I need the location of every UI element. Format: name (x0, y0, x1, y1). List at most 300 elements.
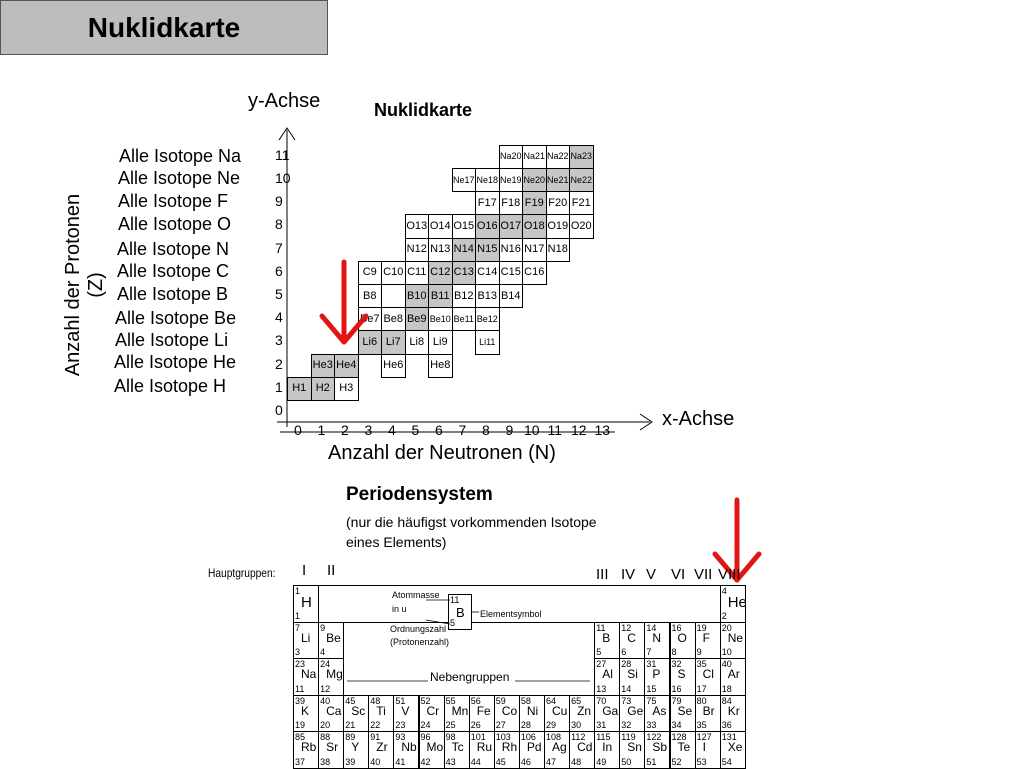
element-mass: 101 (470, 732, 486, 742)
element-mass: 28 (621, 659, 632, 669)
element-z: 39 (345, 756, 356, 767)
nuclide-cell: C16 (522, 261, 547, 285)
nuclide-cell: N17 (522, 238, 547, 262)
element-cell (720, 658, 746, 696)
element-symbol: Mn (451, 703, 469, 718)
element-symbol: K (301, 703, 310, 718)
element-symbol: N (652, 630, 662, 645)
nuclide-cell: H3 (334, 377, 359, 401)
element-symbol: Br (702, 703, 715, 718)
group-label: VI (671, 566, 686, 583)
x-axis-title: Anzahl der Neutronen (N) (328, 442, 556, 464)
element-z: 21 (345, 720, 356, 730)
nuclide-cell: Be8 (381, 307, 406, 331)
x-tick-label: 5 (411, 422, 420, 438)
element-z: 40 (370, 756, 381, 767)
nuclide-cell: He4 (334, 354, 359, 378)
element-cell (670, 695, 696, 733)
y-tick-label: 0 (275, 402, 283, 418)
periodic-note-line2: eines Elements) (346, 534, 447, 550)
element-symbol: Cr (426, 703, 440, 718)
element-cell (594, 731, 620, 769)
nuclide-cell: O16 (475, 214, 500, 238)
x-tick-label: 4 (388, 422, 396, 438)
element-cell (619, 731, 645, 769)
group-label: III (596, 566, 609, 583)
nuclide-cell: Be12 (475, 307, 500, 331)
element-mass: 128 (671, 732, 687, 742)
element-mass: 35 (696, 659, 707, 669)
element-cell (318, 622, 344, 660)
nuclide-cell: O18 (522, 214, 547, 238)
element-z: 50 (621, 756, 632, 767)
nuclide-cell: C11 (405, 261, 430, 285)
nuclide-cell: Ne19 (499, 168, 524, 192)
element-z: 16 (671, 683, 682, 694)
element-z: 52 (671, 756, 682, 767)
element-mass: 108 (546, 732, 562, 742)
element-symbol: C (627, 630, 636, 645)
element-cell (393, 731, 419, 769)
element-mass: 98 (445, 732, 456, 742)
isotope-label: Alle Isotope B (117, 284, 229, 304)
element-mass: 4 (721, 586, 727, 596)
element-symbol: Rh (501, 740, 518, 754)
element-mass: 88 (320, 732, 331, 742)
element-symbol: Se (677, 703, 693, 718)
y-tick-label: 8 (275, 216, 283, 233)
x-tick-label: 3 (364, 422, 373, 438)
element-symbol: As (652, 703, 667, 718)
element-cell (293, 695, 319, 733)
element-z: 51 (646, 756, 657, 767)
y-tick-label: 11 (275, 146, 290, 163)
nuclide-cell: B12 (452, 284, 477, 308)
element-symbol: Rb (301, 740, 317, 754)
isotope-label: Alle Isotope He (114, 352, 237, 372)
element-cell (594, 658, 620, 696)
element-z: 10 (721, 647, 732, 657)
element-cell (368, 731, 394, 769)
element-symbol: Li (301, 630, 311, 645)
element-symbol: Ru (476, 740, 493, 754)
element-cell (368, 695, 394, 733)
element-z: 37 (295, 756, 306, 767)
element-z: 45 (495, 756, 506, 767)
element-z: 24 (420, 720, 431, 730)
legend-cell-symbol: B (456, 605, 465, 620)
element-z: 25 (445, 720, 456, 730)
nuclide-cell: O15 (452, 214, 477, 238)
element-mass: 1 (295, 586, 301, 596)
x-tick-label: 2 (341, 422, 349, 438)
group-label: IV (621, 566, 636, 583)
nuclide-cell: F19 (522, 191, 547, 215)
nuclide-cell: Ne20 (522, 168, 547, 192)
element-mass: 89 (345, 732, 356, 742)
element-cell (318, 731, 344, 769)
element-mass: 27 (596, 659, 607, 669)
nuclide-cell: N16 (499, 238, 524, 262)
x-tick-label: 10 (524, 422, 540, 438)
element-z: 20 (320, 720, 331, 730)
y-axis-label: y-Achse (248, 90, 321, 112)
nuclide-cell: O17 (499, 214, 524, 238)
element-cell (695, 622, 721, 660)
element-z: 13 (596, 683, 607, 694)
element-mass: 40 (320, 695, 331, 706)
group-label: V (646, 566, 657, 583)
element-z: 36 (721, 720, 732, 730)
element-symbol: Ne (727, 630, 744, 645)
element-z: 47 (546, 756, 557, 767)
element-symbol: Tc (451, 740, 464, 754)
element-symbol: P (652, 667, 661, 681)
nuclide-cell: F17 (475, 191, 500, 215)
element-z: 14 (621, 683, 632, 694)
nuclide-cell: Na23 (569, 145, 594, 169)
periodic-note-line1: (nur die häufigst vorkommenden Isotope (346, 514, 597, 530)
nebengruppen-label: Nebengruppen (430, 670, 510, 684)
element-cell (644, 731, 670, 769)
element-symbol: Zn (577, 703, 592, 718)
element-cell (419, 695, 445, 733)
element-cell (469, 695, 495, 733)
element-cell (619, 622, 645, 660)
element-symbol: Kr (727, 703, 740, 718)
legend-z-sub: (Protonenzahl) (390, 637, 450, 647)
element-symbol: O (677, 630, 687, 645)
nuclide-cell: Li8 (405, 330, 430, 354)
element-z: 1 (295, 610, 301, 621)
element-cell (594, 622, 620, 660)
element-symbol: Ti (376, 703, 386, 718)
nebengruppen-bracket (345, 676, 595, 686)
element-cell (644, 622, 670, 660)
element-z: 26 (470, 720, 481, 730)
legend-mass-unit: in u (392, 604, 407, 614)
element-z: 15 (646, 683, 657, 694)
element-mass: 96 (420, 732, 431, 742)
element-symbol: Sc (351, 703, 366, 718)
nuclide-cell: Li11 (475, 330, 500, 354)
element-symbol: Nb (401, 740, 417, 754)
isotope-label: Alle Isotope O (118, 214, 232, 234)
element-z: 23 (395, 720, 406, 730)
hauptgruppen-label: Hauptgruppen: (208, 566, 276, 580)
y-tick-label: 5 (275, 286, 283, 302)
nuclide-cell: F21 (569, 191, 594, 215)
x-axis-label: x-Achse (662, 408, 735, 430)
group-label: VII (694, 566, 713, 583)
element-symbol: Ar (727, 667, 740, 681)
nuclide-cell: N12 (405, 238, 430, 262)
element-mass: 64 (546, 695, 557, 706)
nuclide-cell: C10 (381, 261, 406, 285)
element-z: 11 (295, 683, 305, 694)
element-symbol: B (602, 630, 611, 645)
element-symbol: In (602, 740, 613, 754)
element-mass: 16 (671, 622, 682, 633)
nuclide-cell: H2 (311, 377, 336, 401)
nuclide-cell: He8 (428, 354, 453, 378)
element-z: 3 (295, 647, 301, 657)
element-z: 5 (596, 647, 602, 657)
legend-z-label: Ordnungszahl (390, 624, 447, 634)
element-cell (444, 731, 470, 769)
element-symbol: Xe (727, 740, 743, 754)
nuclide-cell: He3 (311, 354, 336, 378)
isotope-label: Alle Isotope N (117, 239, 230, 259)
x-tick-label: 9 (505, 422, 514, 438)
element-z: 54 (721, 756, 732, 767)
element-cell (569, 731, 595, 769)
element-z: 28 (520, 720, 531, 730)
element-mass: 59 (495, 695, 506, 706)
element-z: 35 (696, 720, 707, 730)
element-cell (695, 695, 721, 733)
y-tick-label: 3 (275, 332, 283, 349)
nuclide-cell: Ne17 (452, 168, 477, 192)
element-symbol: Cl (702, 667, 714, 681)
x-tick-label: 6 (435, 422, 443, 438)
element-z: 32 (621, 720, 632, 730)
nuclide-cell: C13 (452, 261, 477, 285)
element-cell (293, 658, 319, 696)
nuclide-cell: Na22 (546, 145, 571, 169)
element-symbol: Zr (376, 740, 388, 754)
element-symbol: Ca (326, 703, 342, 718)
isotope-label: Alle Isotope Ne (118, 168, 241, 188)
element-mass: 119 (621, 732, 636, 742)
element-z: 38 (320, 756, 331, 767)
element-z: 4 (320, 647, 326, 657)
element-mass: 115 (596, 732, 611, 742)
x-tick-label: 0 (294, 422, 302, 438)
element-mass: 73 (621, 695, 632, 706)
element-mass: 127 (696, 732, 712, 742)
element-symbol: Ni (526, 703, 539, 718)
x-tick-label: 11 (547, 422, 563, 438)
legend-mass-label: Atommasse (392, 590, 440, 600)
nuclide-cell: Na20 (499, 145, 524, 169)
element-symbol: Sb (652, 740, 668, 754)
chart-title: Nuklidkarte (374, 100, 473, 120)
element-z: 7 (646, 647, 652, 657)
element-z: 27 (495, 720, 506, 730)
element-symbol: Si (627, 667, 638, 681)
element-z: 22 (370, 720, 381, 730)
legend-symbol-label: Elementsymbol (480, 609, 542, 619)
element-cell (519, 731, 545, 769)
element-cell (419, 731, 445, 769)
element-cell (293, 731, 319, 769)
page-title-box (0, 0, 328, 55)
nuclide-cell: He6 (381, 354, 406, 378)
element-mass: 93 (395, 732, 406, 742)
element-mass: 23 (295, 659, 306, 669)
element-mass: 79 (671, 695, 682, 706)
element-mass: 112 (571, 732, 586, 742)
element-symbol: Ga (602, 703, 619, 718)
element-mass: 48 (370, 695, 381, 706)
nuclide-cell: Be7 (358, 307, 383, 331)
element-mass: 14 (646, 622, 657, 633)
element-cell (444, 695, 470, 733)
element-mass: 12 (621, 622, 632, 633)
y-tick-label: 1 (275, 378, 283, 395)
element-cell (670, 622, 696, 660)
element-symbol: Na (301, 667, 317, 681)
element-symbol: Te (677, 740, 691, 754)
element-symbol: V (401, 703, 410, 718)
element-symbol: Mg (326, 667, 343, 681)
nuclide-cell: N13 (428, 238, 453, 262)
element-symbol: F (702, 630, 710, 645)
element-z: 29 (546, 720, 557, 730)
element-z: 18 (721, 683, 732, 694)
nuclide-cell: Be11 (452, 307, 477, 331)
nuclide-cell: B13 (475, 284, 500, 308)
element-mass: 70 (596, 695, 607, 706)
element-cell (644, 658, 670, 696)
element-cell (695, 658, 721, 696)
group-label: II (327, 562, 336, 579)
legend-cell-z: 5 (450, 618, 456, 628)
element-mass: 31 (646, 659, 657, 669)
element-mass: 84 (721, 695, 732, 706)
element-symbol: Al (602, 667, 613, 681)
nuclide-cell: C14 (475, 261, 500, 285)
element-mass: 56 (470, 695, 481, 706)
element-mass: 51 (395, 695, 406, 706)
nuclide-cell: O13 (405, 214, 430, 238)
element-symbol: Sn (627, 740, 642, 754)
element-mass: 75 (646, 695, 657, 706)
element-z: 6 (621, 647, 627, 657)
periodic-note (346, 512, 597, 552)
isotope-label: Alle Isotope F (118, 191, 229, 211)
element-cell (393, 695, 419, 733)
element-mass: 106 (520, 732, 536, 742)
isotope-label: Alle Isotope C (117, 261, 230, 281)
nuclide-cell: Be10 (428, 307, 453, 331)
element-mass: 32 (671, 659, 682, 669)
element-z: 53 (696, 756, 707, 767)
element-cell (695, 731, 721, 769)
element-cell (619, 658, 645, 696)
element-mass: 19 (696, 622, 707, 633)
element-z: 49 (596, 756, 607, 767)
element-z: 44 (470, 756, 481, 767)
element-cell (720, 731, 746, 769)
element-symbol: Mo (426, 740, 444, 754)
periodic-title: Periodensystem (346, 484, 493, 505)
x-tick-label: 8 (482, 422, 490, 438)
element-z: 30 (571, 720, 582, 730)
nuclide-cell: B14 (499, 284, 524, 308)
element-symbol: Cu (552, 703, 568, 718)
element-cell (670, 731, 696, 769)
element-cell (670, 658, 696, 696)
element-symbol: H (301, 594, 312, 611)
element-cell (494, 731, 520, 769)
x-tick-label: 1 (317, 422, 326, 438)
nuclide-cell: C12 (428, 261, 453, 285)
nuclide-cell: O14 (428, 214, 453, 238)
nuclide-cell: Be9 (405, 307, 430, 331)
nuclide-cell: O19 (546, 214, 571, 238)
x-tick-label: 12 (571, 422, 587, 438)
nuclide-cell: Na21 (522, 145, 547, 169)
element-z: 9 (696, 647, 702, 657)
element-mass: 9 (320, 622, 326, 633)
element-symbol: Y (351, 740, 360, 754)
element-mass: 45 (345, 695, 356, 706)
element-z: 48 (571, 756, 582, 767)
element-cell (318, 695, 344, 733)
element-cell (544, 695, 570, 733)
element-z: 41 (395, 756, 406, 767)
element-mass: 58 (520, 695, 531, 706)
nuclide-cell: O20 (569, 214, 594, 238)
nuclide-cell: B11 (428, 284, 453, 308)
element-mass: 40 (721, 659, 732, 669)
nuclide-cell: N14 (452, 238, 477, 262)
y-tick-label: 4 (275, 309, 283, 326)
element-symbol: Ge (627, 703, 644, 718)
y-tick-label: 10 (275, 170, 291, 186)
element-symbol: S (677, 667, 686, 681)
element-mass: 80 (696, 695, 707, 706)
y-tick-label: 7 (275, 239, 283, 256)
element-mass: 85 (295, 732, 306, 742)
element-mass: 7 (295, 622, 301, 633)
element-z: 12 (320, 683, 331, 694)
element-z: 19 (295, 720, 306, 730)
nuclide-cell: C15 (499, 261, 524, 285)
element-cell (720, 622, 746, 660)
element-cell (293, 622, 319, 660)
element-cell (594, 695, 620, 733)
nuclide-cell: Li6 (358, 330, 383, 354)
nuclide-cell: B8 (358, 284, 383, 308)
nuclide-cell: B10 (405, 284, 430, 308)
nuclide-cell: Li7 (381, 330, 406, 354)
element-z: 33 (646, 720, 657, 730)
page-title: Nuklidkarte (87, 11, 241, 43)
nuclide-cell: Ne22 (569, 168, 594, 192)
element-cell (343, 731, 369, 769)
legend-cell-mass: 11 (450, 595, 460, 605)
element-symbol: Cd (577, 740, 593, 754)
element-z: 31 (596, 720, 607, 730)
element-cell (544, 731, 570, 769)
isotope-label: Alle Isotope H (114, 376, 227, 396)
nuclide-cell: F20 (546, 191, 571, 215)
element-cell (318, 658, 344, 696)
nuclide-cell: N18 (546, 238, 571, 262)
element-cell (343, 695, 369, 733)
isotope-label: Alle Isotope Be (115, 308, 237, 328)
element-mass: 24 (320, 659, 331, 669)
x-tick-label: 7 (458, 422, 467, 438)
y-tick-label: 2 (275, 355, 283, 372)
element-z: 34 (671, 720, 682, 730)
element-mass: 39 (295, 695, 306, 706)
element-cell (293, 585, 319, 623)
element-z: 46 (520, 756, 531, 767)
